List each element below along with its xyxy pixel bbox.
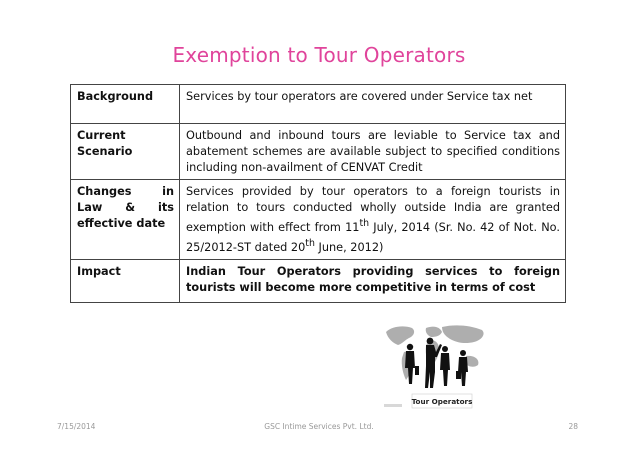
table-row-current-scenario xyxy=(71,124,566,180)
slide-title: Exemption to Tour Operators xyxy=(172,43,466,67)
tour-operators-illustration xyxy=(382,322,490,412)
row-label-impact: Impact xyxy=(71,259,180,302)
changes-text-part-2: July, 2014 (Sr. No. 42 of Not. No. 25/2012-ST dated 20 xyxy=(186,220,560,254)
info-table xyxy=(70,84,566,303)
row-label-current-scenario: Current Scenario xyxy=(71,124,180,180)
footer-company: GSC Intime Services Pvt. Ltd. xyxy=(264,422,374,431)
table-row-background xyxy=(71,85,566,124)
table-row-impact xyxy=(71,259,566,302)
row-text-changes-in-law xyxy=(180,180,566,260)
row-label-background: Background xyxy=(71,85,180,124)
changes-sup-1: th xyxy=(359,218,370,229)
footer-page-number: 28 xyxy=(568,422,578,431)
row-label-changes-in-law: Changes in Law & its effective date xyxy=(71,180,180,260)
row-text-impact: Indian Tour Operators providing services to foreign tourists will become more competitive in terms of cost xyxy=(180,259,566,302)
row-text-current-scenario: Outbound and inbound tours are leviable to Service tax and abatement schemes are available subject to specified conditions including non-availment of CENVAT Credit xyxy=(180,124,566,180)
world-map-travellers-icon xyxy=(382,322,490,412)
changes-text-part-1: Services provided by tour operators to a foreign tourists in relation to tours conducted wholly outside India are granted exemption with effect from 11 xyxy=(186,185,560,234)
illustration-caption: Tour Operators xyxy=(411,397,473,406)
table-row-changes-in-law xyxy=(71,180,566,260)
changes-sup-2: th xyxy=(305,237,315,249)
footer-date: 7/15/2014 xyxy=(57,422,96,431)
changes-text-part-3: June, 2012) xyxy=(314,240,384,254)
row-text-background: Services by tour operators are covered under Service tax net xyxy=(180,85,566,124)
